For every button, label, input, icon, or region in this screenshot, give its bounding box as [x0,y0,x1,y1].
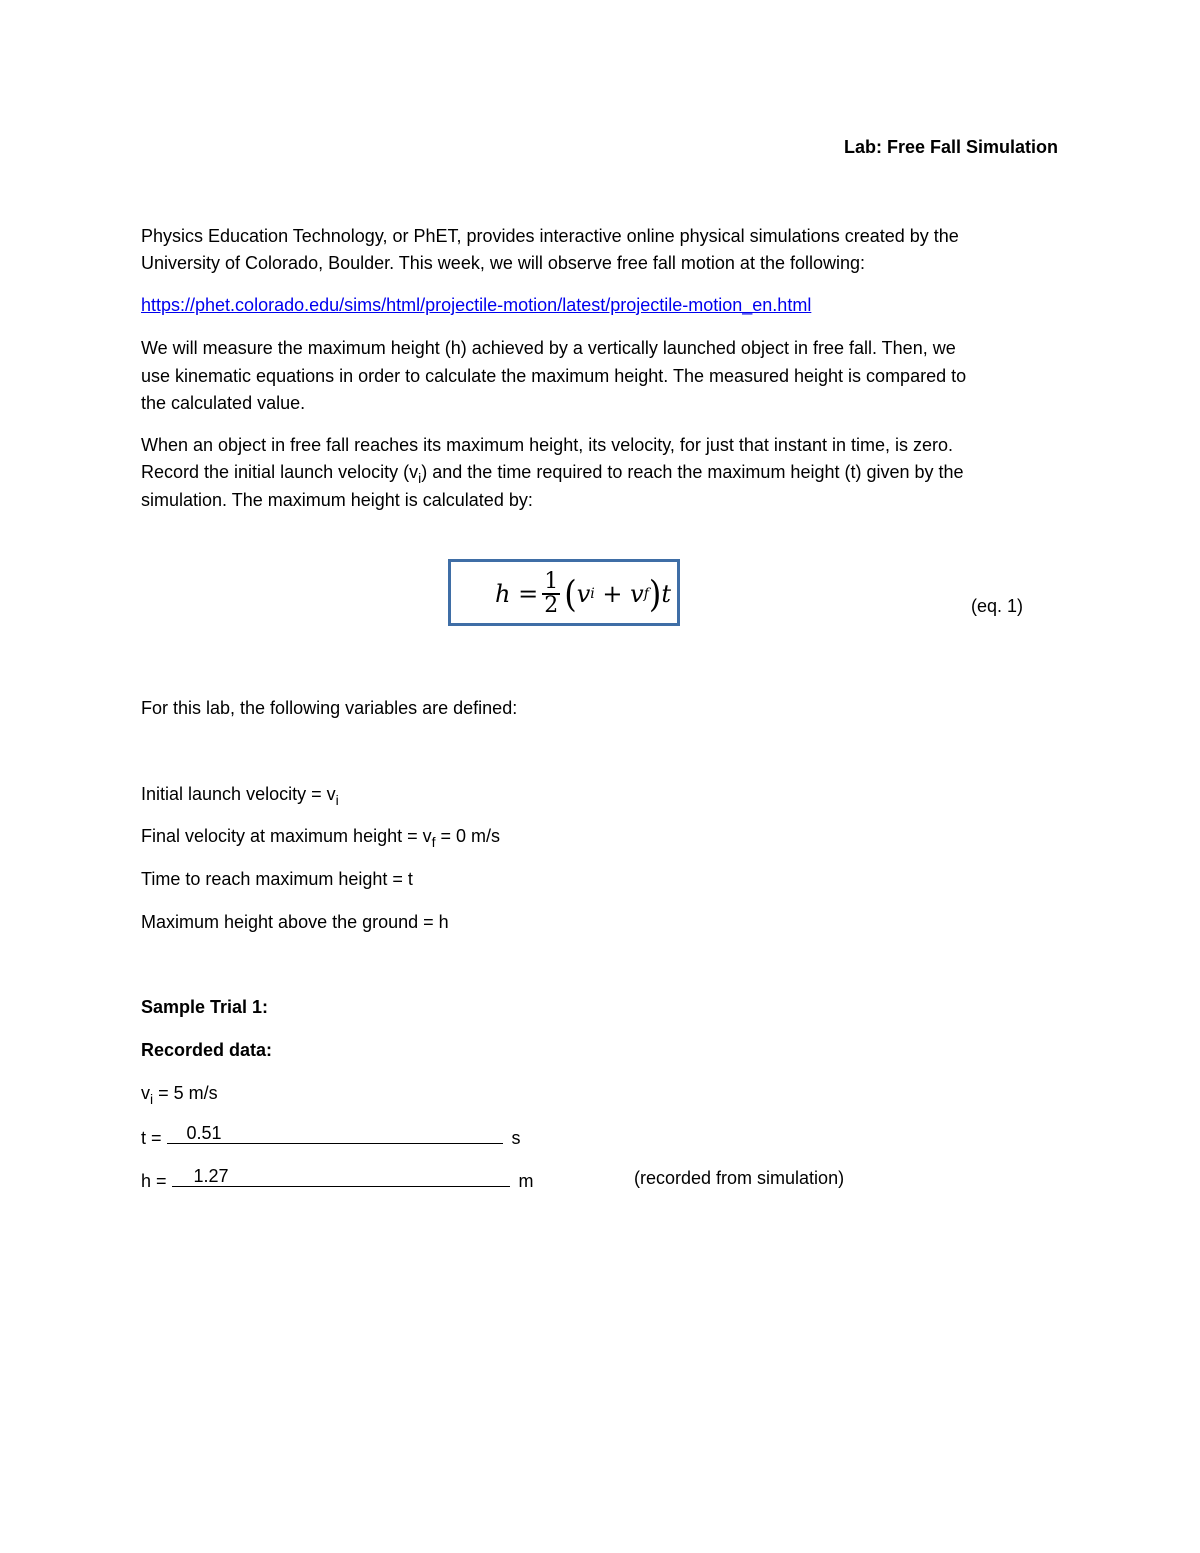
equation: h = $\frac{1}{2}$ ( v i + v f ) t [495,569,672,618]
para2-line-1: We will measure the maximum height (h) achieved by a vertically launched object in free fall. Then, we [141,338,956,358]
equation-box [448,559,680,626]
para3-line-2: Record the initial launch velocity $(v_i)$ and the time required to reach the maximum height (t) given by the [141,462,964,486]
trial-h: h = 1.27 m [141,1164,534,1195]
page-title: Lab: Free Fall Simulation [843,137,1058,157]
para3-line-3: simulation. The maximum height is calculated by: [141,490,533,510]
intro-line-1: Physics Education Technology, or PhET, provides interactive online physical simulations created by the [141,226,959,246]
trial-vi: $v_i = 5$ m/s [141,1083,218,1107]
variable-vf: Final velocity at maximum height = $v_f = 0$ m/s [141,826,501,850]
para2-line-2: use kinematic equations in order to calculate the maximum height. The measured height is compared to [141,366,967,386]
trial-heading: Sample Trial 1: [141,997,269,1017]
variables-intro: For this lab, the following variables are defined: [141,698,518,718]
para2-line-3: the calculated value. [141,393,306,413]
fraction: $\frac{1}{2}$ [544,569,559,618]
para3-line-1: When an object in free fall reaches its maximum height, its velocity, for just that instant in time, is zero. [141,435,954,455]
trial-t: t = 0.51 s [141,1121,521,1152]
variable-h: Maximum height above the ground = h [141,912,449,932]
h-value: 1.27 [193,1166,229,1186]
recorded-data-heading: Recorded data: [141,1040,273,1060]
t-value: 0.51 [186,1123,222,1143]
variable-t: Time to reach maximum height = t [141,869,413,889]
intro-line-2: University of Colorado, Boulder. This week, we will observe free fall motion at the following: [141,253,866,273]
equation-label: (eq. 1) [971,596,1024,616]
h-note: (recorded from simulation) [634,1168,845,1188]
phet-link[interactable]: https://phet.colorado.edu/sims/html/projectile-motion/latest/projectile-motion_en.html [141,295,812,315]
variable-vi: Initial launch velocity = $v_i$ [141,784,339,808]
